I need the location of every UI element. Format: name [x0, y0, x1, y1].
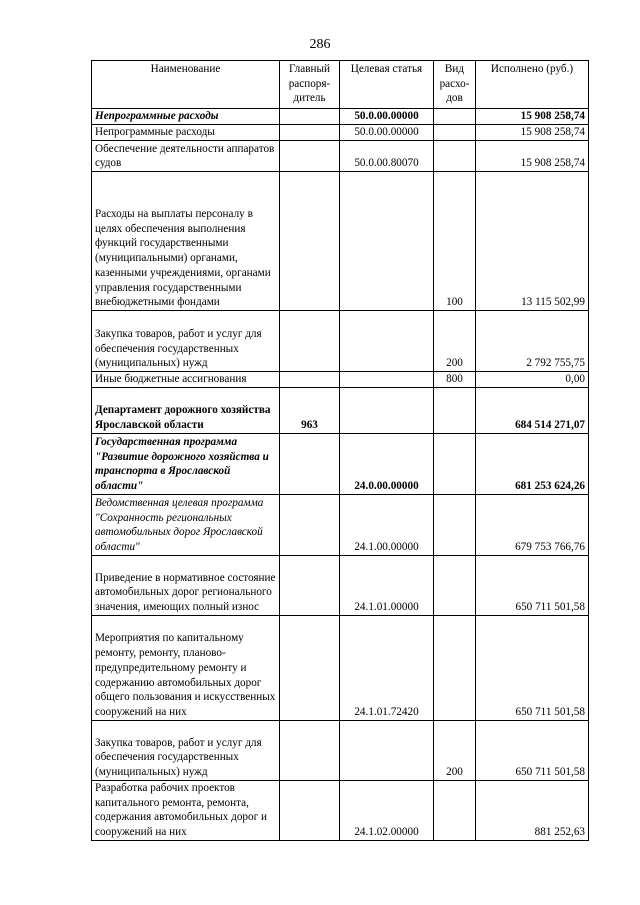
- row-kind: [434, 555, 476, 615]
- row-name: Расходы на выплаты персоналу в целях обеспечения выполнения функций государственными (муниципальными) органами, казенными учреждениями, органами управления государственными внебюджетными фондами: [92, 172, 280, 311]
- row-name: Закупка товаров, работ и услуг для обеспечения государственных (муниципальных) нужд: [92, 720, 280, 780]
- row-name: Разработка рабочих проектов капитального ремонта, ремонта, содержания автомобильных дорог и сооружений на них: [92, 780, 280, 840]
- row-kind: 200: [434, 311, 476, 372]
- table-row: [92, 311, 589, 372]
- row-target: [340, 311, 434, 372]
- table-row: [92, 109, 589, 125]
- header-name: Наименование: [92, 61, 280, 109]
- row-admin: [280, 372, 340, 388]
- row-admin: [280, 172, 340, 311]
- row-admin: 963: [280, 387, 340, 433]
- row-amount: 13 115 502,99: [476, 172, 589, 311]
- row-kind: [434, 141, 476, 172]
- row-name: Государственная программа "Развитие дорожного хозяйства и транспорта в Ярославской области": [92, 433, 280, 494]
- row-amount: 0,00: [476, 372, 589, 388]
- row-name: Ведомственная целевая программа "Сохранность региональных автомобильных дорог Ярославской области": [92, 494, 280, 555]
- row-amount: 681 253 624,26: [476, 433, 589, 494]
- table-row: [92, 387, 589, 433]
- table-row: [92, 125, 589, 141]
- row-kind: [434, 780, 476, 840]
- table-row: [92, 372, 589, 388]
- row-amount: 650 711 501,58: [476, 615, 589, 720]
- row-name: Обеспечение деятельности аппаратов судов: [92, 141, 280, 172]
- row-target: 24.1.01.72420: [340, 615, 434, 720]
- row-kind: [434, 387, 476, 433]
- row-target: [340, 720, 434, 780]
- row-kind: 100: [434, 172, 476, 311]
- row-name: Мероприятия по капитальному ремонту, ремонту, планово-предупредительному ремонту и содержанию автомобильных дорог общего пользования и искусственных сооружений на них: [92, 615, 280, 720]
- row-amount: 684 514 271,07: [476, 387, 589, 433]
- row-admin: [280, 109, 340, 125]
- row-kind: [434, 125, 476, 141]
- page-number: 286: [309, 37, 331, 52]
- table-row: [92, 615, 589, 720]
- row-kind: [434, 433, 476, 494]
- row-name: Закупка товаров, работ и услуг для обеспечения государственных (муниципальных) нужд: [92, 311, 280, 372]
- header-kind: Вид расхо-дов: [434, 61, 476, 109]
- row-admin: [280, 311, 340, 372]
- table-row: [92, 141, 589, 172]
- row-name: Непрограммные расходы: [92, 109, 280, 125]
- row-admin: [280, 555, 340, 615]
- table-row: [92, 555, 589, 615]
- row-target: 50.0.00.00000: [340, 125, 434, 141]
- budget-table: [91, 60, 589, 841]
- row-amount: 881 252,63: [476, 780, 589, 840]
- table-header-row: [92, 61, 589, 109]
- row-target: 50.0.00.00000: [340, 109, 434, 125]
- row-target: 24.1.01.00000: [340, 555, 434, 615]
- table-row: [92, 720, 589, 780]
- row-amount: 2 792 755,75: [476, 311, 589, 372]
- row-kind: [434, 615, 476, 720]
- table-row: [92, 780, 589, 840]
- row-admin: [280, 125, 340, 141]
- row-amount: 679 753 766,76: [476, 494, 589, 555]
- row-target: [340, 387, 434, 433]
- table-row: [92, 172, 589, 311]
- row-target: [340, 372, 434, 388]
- row-admin: [280, 720, 340, 780]
- table-row: [92, 433, 589, 494]
- row-amount: 15 908 258,74: [476, 125, 589, 141]
- row-amount: 15 908 258,74: [476, 109, 589, 125]
- row-admin: [280, 141, 340, 172]
- row-admin: [280, 494, 340, 555]
- header-admin: Главный распоря-дитель: [280, 61, 340, 109]
- row-target: 24.1.00.00000: [340, 494, 434, 555]
- row-admin: [280, 780, 340, 840]
- header-target: Целевая статья: [340, 61, 434, 109]
- row-name: Иные бюджетные ассигнования: [92, 372, 280, 388]
- row-amount: 650 711 501,58: [476, 555, 589, 615]
- row-target: 24.1.02.00000: [340, 780, 434, 840]
- row-kind: 800: [434, 372, 476, 388]
- row-admin: [280, 615, 340, 720]
- row-target: [340, 172, 434, 311]
- row-name: Непрограммные расходы: [92, 125, 280, 141]
- row-amount: 15 908 258,74: [476, 141, 589, 172]
- header-executed: Исполнено (руб.): [476, 61, 589, 109]
- row-admin: [280, 433, 340, 494]
- row-kind: 200: [434, 720, 476, 780]
- row-kind: [434, 494, 476, 555]
- table-row: [92, 494, 589, 555]
- row-name: Департамент дорожного хозяйства Ярославской области: [92, 387, 280, 433]
- row-target: 50.0.00.80070: [340, 141, 434, 172]
- row-kind: [434, 109, 476, 125]
- row-name: Приведение в нормативное состояние автомобильных дорог регионального значения, имеющих полный износ: [92, 555, 280, 615]
- row-amount: 650 711 501,58: [476, 720, 589, 780]
- row-target: 24.0.00.00000: [340, 433, 434, 494]
